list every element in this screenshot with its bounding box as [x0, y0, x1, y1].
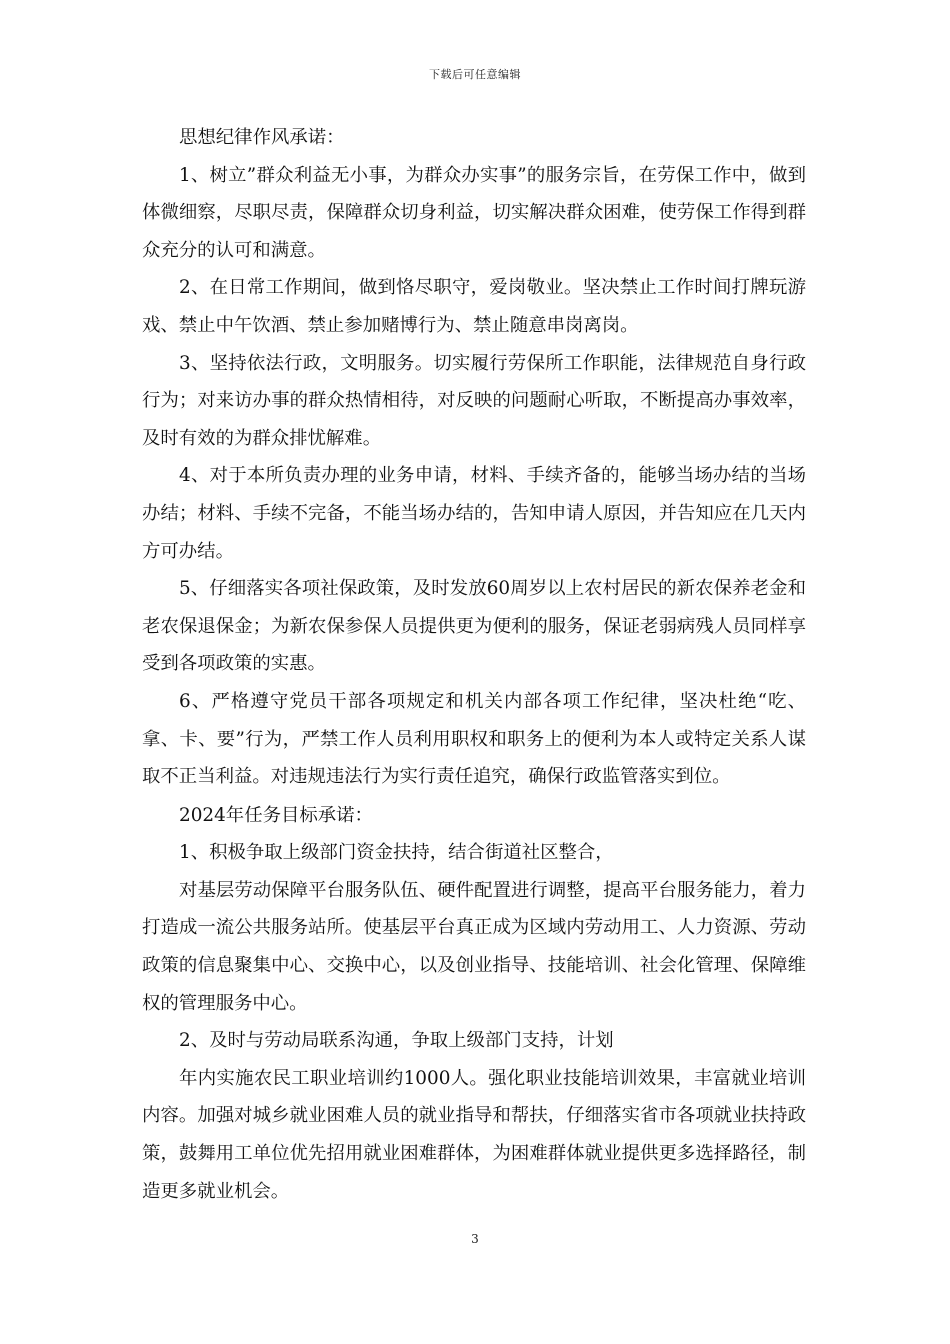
commitment-paragraph-1: 1、树立”群众利益无小事，为群众办实事”的服务宗旨，在劳保工作中，做到体微细察，尽职尽责，保障群众切身利益，切实解决群众困难，使劳保工作得到群众充分的认可和满意。	[142, 164, 806, 261]
commitment-paragraph-3: 3、坚持依法行政，文明服务。切实履行劳保所工作职能，法律规范自身行政行为；对来访办事的群众热情相待，对反映的问题耐心听取，不断提高办事效率，及时有效的为群众排忧解难。	[142, 352, 806, 449]
goal-paragraph-1-body: 对基层劳动保障平台服务队伍、硬件配置进行调整，提高平台服务能力，着力打造成一流公共服务站所。使基层平台真正成为区域内劳动用工、人力资源、劳动政策的信息聚集中心、交换中心，以及创业指导、技能培训、社会化管理、保障维权的管理服务中心。	[142, 879, 806, 1014]
commitment-paragraph-2: 2、在日常工作期间，做到恪尽职守，爱岗敬业。坚决禁止工作时间打牌玩游戏、禁止中午饮酒、禁止参加赌博行为、禁止随意串岗离岗。	[142, 277, 806, 336]
goal-paragraph-2-lead: 2、及时与劳动局联系沟通，争取上级部门支持，计划	[179, 1030, 614, 1052]
goal-paragraph-2-body: 年内实施农民工职业培训约1000人。强化职业技能培训效果，丰富就业培训内容。加强对城乡就业困难人员的就业指导和帮扶，仔细落实省市各项就业扶持政策，鼓舞用工单位优先招用就业困难群体，为困难群体就业提供更多选择路径，制造更多就业机会。	[142, 1067, 806, 1202]
section-heading-discipline: 思想纪律作风承诺：	[179, 127, 345, 148]
section-heading-goals: 2024年任务目标承诺：	[179, 804, 373, 826]
commitment-paragraph-5: 5、仔细落实各项社保政策，及时发放60周岁以上农村居民的新农保养老金和老农保退保金；为新农保参保人员提供更为便利的服务，保证老弱病残人员同样享受到各项政策的实惠。	[142, 578, 806, 675]
document-body	[142, 118, 806, 1210]
header-note: 下载后可任意编辑	[429, 68, 521, 81]
commitment-paragraph-6: 6、严格遵守党员干部各项规定和机关内部各项工作纪律，坚决杜绝“吃、拿、卡、要”行为，严禁工作人员利用职权和职务上的便利为本人或特定关系人谋取不正当利益。对违规违法行为实行责任追究，确保行政监管落实到位。	[142, 690, 806, 788]
page-number: 3	[471, 1232, 479, 1246]
goal-paragraph-1-lead: 1、积极争取上级部门资金扶持，结合街道社区整合，	[179, 842, 614, 864]
commitment-paragraph-4: 4、对于本所负责办理的业务申请，材料、手续齐备的，能够当场办结的当场办结；材料、手续不完备，不能当场办结的，告知申请人原因，并告知应在几天内方可办结。	[142, 465, 806, 562]
